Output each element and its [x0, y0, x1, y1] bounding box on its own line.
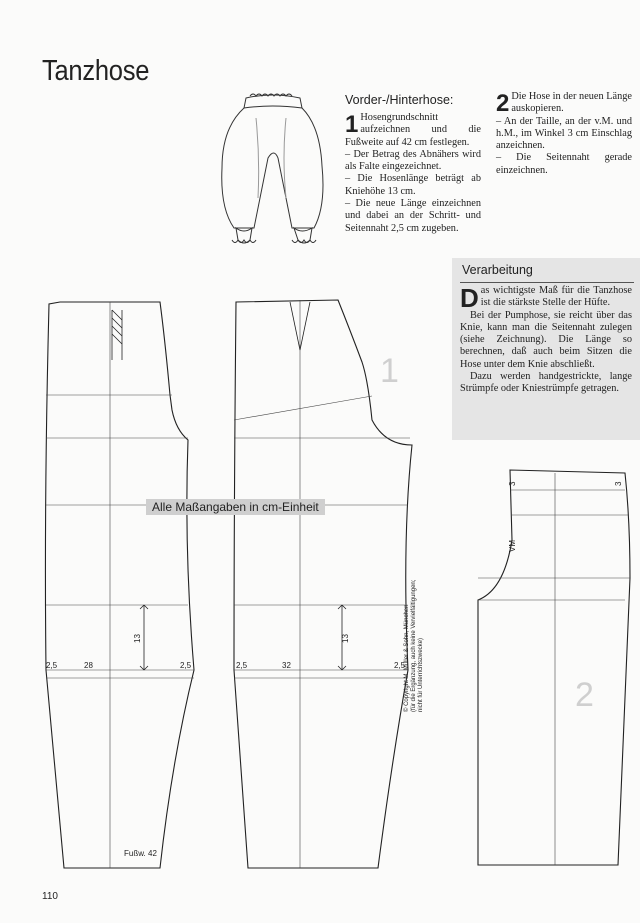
- copyright-line: © Copyright M. Müller & Sohn, München: [404, 604, 410, 712]
- verarbeitung-paragraph: as wichtigste Maß für die Tanzhose ist die stärkste Stelle der Hüfte.: [480, 285, 632, 309]
- figure-label-2: 2: [575, 676, 594, 714]
- section1-paragraph: Hosengrundschnitt aufzeichnen und die Fußweite auf 42 cm festlegen.: [345, 112, 481, 148]
- front-width-label: 28: [84, 661, 93, 670]
- front-left-add-label: 2,5: [46, 661, 58, 670]
- verarbeitung-heading: Verarbeitung: [462, 263, 533, 277]
- section1-paragraph: – Der Betrag des Abnähers wird als Falte eingezeichnet.: [345, 148, 481, 173]
- dropcap: D: [460, 283, 479, 313]
- piece2-fold-left-label: 3: [508, 481, 517, 486]
- verarbeitung-paragraph: Bei der Pumphose, sie reicht über das Knie, kann man die Seitennaht zulegen (siehe Zeichnung). Die Länge so berechnen, daß auch beim Sitzen die Hose unter dem Knie abschließt.: [460, 309, 632, 370]
- piece2-outline: [478, 470, 630, 865]
- front-right-add-label: 2,5: [180, 661, 192, 670]
- page-number: 110: [42, 891, 58, 902]
- section1-paragraph: – Die Hosenlänge beträgt ab Kniehöhe 13 cm.: [345, 173, 481, 197]
- front-knee-label: 13: [133, 634, 142, 643]
- copyright-line: (für die Ergänzung, auch keine Vervielfältigungen;: [411, 579, 417, 712]
- back-width-label: 32: [282, 661, 291, 670]
- section2-paragraph: – Die Seitennaht gerade einzeichnen.: [496, 152, 632, 176]
- section1-paragraph: – Die neue Länge einzeichnen und dabei an der Schritt- und Seitennaht 2,5 cm zugeben.: [345, 198, 481, 234]
- verarbeitung-paragraph: Dazu werden handgestrickte, lange Strümpfe oder Kniestrümpfe getragen.: [460, 371, 632, 395]
- back-left-add-label: 2,5: [236, 661, 248, 670]
- step-number-1: 1: [345, 111, 359, 138]
- piece2-fold-right-label: 3: [614, 481, 623, 486]
- copyright-note: [404, 552, 425, 712]
- figure-label-1: 1: [380, 352, 399, 390]
- piece2-vm-label: VM: [508, 540, 517, 552]
- back-right-add-label: 2,5: [394, 661, 406, 670]
- section2-paragraph: – An der Taille, an der v.M. und h.M., im Winkel 3 cm Einschlag anzeichnen.: [496, 115, 632, 152]
- front-foot-label: Fußw. 42: [124, 849, 157, 858]
- back-knee-label: 13: [341, 634, 350, 643]
- section1-heading: Vorder-/Hinterhose:: [345, 93, 454, 107]
- page-title: Tanzhose: [42, 55, 150, 87]
- front-pattern-outline: [45, 302, 194, 868]
- figure-caption: Alle Maßangaben in cm-Einheit: [146, 499, 325, 515]
- copyright-line: nicht für Unterrichtszwecke): [418, 637, 424, 712]
- section2-paragraph: Die Hose in der neuen Länge auskopieren.: [511, 91, 632, 115]
- step-number-2: 2: [496, 90, 510, 117]
